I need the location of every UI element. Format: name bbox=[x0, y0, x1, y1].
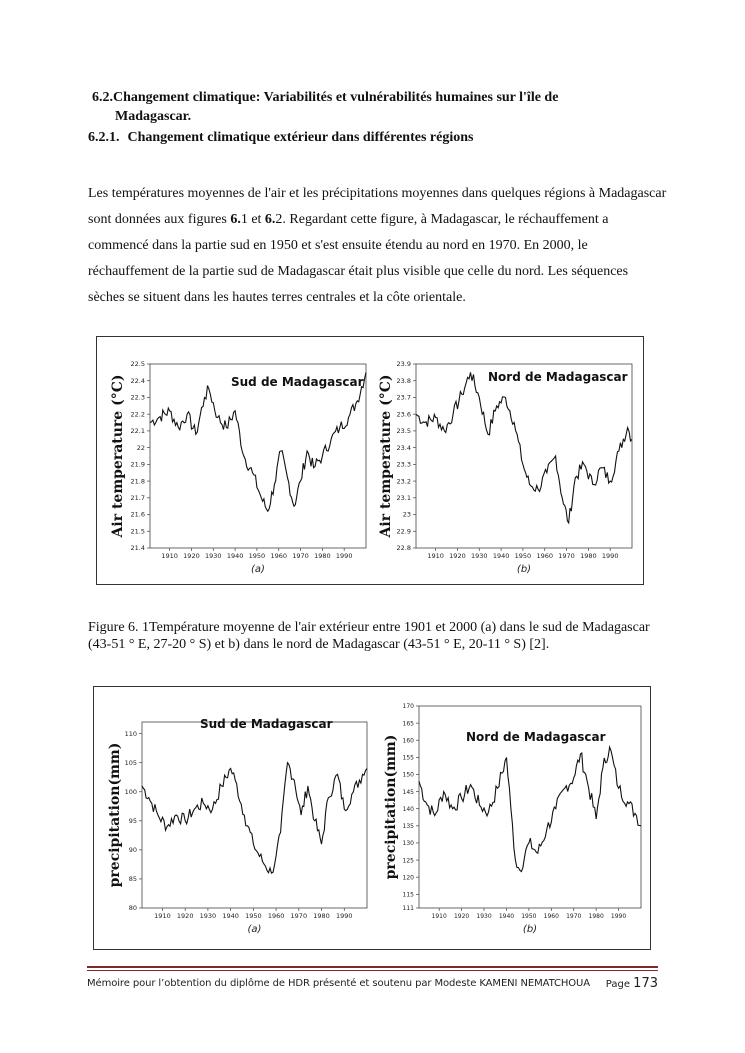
y-tick-label: 140 bbox=[402, 805, 414, 813]
y-tick-label: 22 bbox=[136, 443, 145, 452]
panel-label: (a) bbox=[247, 924, 262, 935]
y-tick-label: 125 bbox=[402, 857, 414, 865]
x-tick-label: 1970 bbox=[292, 552, 309, 560]
chart-title: Nord de Madagascar bbox=[488, 370, 628, 384]
y-tick-label: 22.1 bbox=[130, 427, 145, 436]
x-tick-label: 1980 bbox=[588, 913, 604, 920]
footer-text: Mémoire pour l’obtention du diplôme de HDR présenté et soutenu par Modeste KAMENI NEMATCHOUA bbox=[87, 978, 591, 989]
plot-area bbox=[150, 364, 366, 548]
y-tick-label: 130 bbox=[402, 840, 414, 848]
section-heading bbox=[92, 88, 652, 126]
chart-title: Sud de Madagascar bbox=[231, 375, 364, 389]
y-tick-label: 120 bbox=[402, 874, 414, 882]
x-tick-label: 1960 bbox=[267, 912, 285, 920]
panel-label: (b) bbox=[522, 924, 538, 935]
x-tick-label: 1960 bbox=[536, 552, 554, 560]
x-tick-label: 1950 bbox=[514, 552, 532, 560]
x-tick-label: 1930 bbox=[476, 913, 492, 920]
figure-caption: Figure 6. 1Température moyenne de l'air extérieur entre 1901 et 2000 (a) dans le sud de Madagascar (43-51 ° E, 27-20 ° S) et b) dans le nord de Madagascar (43-51 ° E, 20-11 ° S) [2]. bbox=[88, 620, 650, 652]
y-tick-label: 21.4 bbox=[130, 544, 145, 553]
y-tick-label: 100 bbox=[124, 787, 137, 796]
chart-precip-nord bbox=[383, 698, 645, 946]
y-tick-label: 21.6 bbox=[130, 510, 145, 519]
x-tick-label: 1970 bbox=[566, 913, 582, 920]
series-line bbox=[416, 372, 632, 523]
y-tick-label: 111 bbox=[402, 905, 414, 913]
y-tick-label: 160 bbox=[402, 737, 414, 745]
figure-ref-1: 6. bbox=[230, 212, 241, 227]
x-tick-label: 1980 bbox=[314, 552, 331, 560]
page-indicator bbox=[606, 976, 658, 991]
x-tick-label: 1970 bbox=[558, 552, 575, 560]
y-tick-label: 21.7 bbox=[130, 494, 145, 503]
subsection-number: 6.2.1. bbox=[88, 130, 120, 145]
x-tick-label: 1990 bbox=[335, 912, 353, 920]
plot-area bbox=[416, 364, 632, 548]
section-title-line2: Madagascar. bbox=[115, 109, 192, 124]
y-tick-label: 135 bbox=[402, 823, 414, 831]
body-paragraph bbox=[88, 181, 668, 311]
y-axis-label: precipitation(mm) bbox=[107, 742, 123, 888]
y-tick-label: 22.4 bbox=[130, 376, 145, 385]
chart-title: Sud de Madagascar bbox=[200, 717, 333, 731]
y-tick-label: 22.8 bbox=[396, 544, 411, 553]
x-tick-label: 1950 bbox=[521, 913, 537, 920]
paragraph-text: Les températures moyennes de l'air et les précipitations moyennes dans quelques régions à Madagascar sont données aux figures bbox=[88, 186, 667, 227]
x-tick-label: 1920 bbox=[449, 552, 466, 560]
x-tick-label: 1910 bbox=[431, 913, 447, 920]
y-tick-label: 170 bbox=[402, 703, 414, 711]
y-tick-label: 23.2 bbox=[396, 477, 411, 486]
y-axis-label: Air temperature (°C) bbox=[110, 374, 126, 538]
x-tick-label: 1940 bbox=[498, 913, 515, 920]
x-tick-label: 1960 bbox=[270, 552, 288, 560]
y-tick-label: 23.7 bbox=[396, 393, 411, 402]
y-tick-label: 95 bbox=[128, 817, 137, 826]
chart-temp-sud bbox=[108, 350, 370, 582]
y-tick-label: 23.3 bbox=[396, 460, 411, 469]
y-tick-label: 85 bbox=[128, 875, 137, 884]
y-tick-label: 80 bbox=[128, 904, 137, 913]
x-tick-label: 1910 bbox=[161, 552, 178, 560]
series-line bbox=[150, 372, 366, 511]
y-tick-label: 23 bbox=[402, 510, 411, 519]
series-line bbox=[142, 763, 367, 873]
x-tick-label: 1980 bbox=[313, 912, 330, 920]
x-tick-label: 1960 bbox=[543, 913, 559, 920]
y-tick-label: 23.9 bbox=[396, 360, 411, 369]
y-tick-label: 22.3 bbox=[130, 393, 145, 402]
y-tick-label: 150 bbox=[402, 771, 414, 779]
y-tick-label: 105 bbox=[124, 758, 137, 767]
x-tick-label: 1920 bbox=[176, 912, 194, 920]
y-tick-label: 90 bbox=[128, 846, 137, 855]
y-tick-label: 22.5 bbox=[130, 360, 145, 369]
y-tick-label: 23.4 bbox=[396, 443, 411, 452]
chart-title: Nord de Madagascar bbox=[466, 730, 606, 744]
panel-label: (a) bbox=[251, 564, 265, 575]
x-tick-label: 1990 bbox=[335, 552, 353, 560]
y-axis-label: Air temperature (°C) bbox=[378, 374, 394, 538]
x-tick-label: 1940 bbox=[492, 552, 510, 560]
x-tick-label: 1940 bbox=[226, 552, 244, 560]
y-tick-label: 165 bbox=[402, 720, 414, 728]
paragraph-text: 1 et bbox=[240, 212, 265, 227]
x-tick-label: 1910 bbox=[427, 552, 444, 560]
y-tick-label: 155 bbox=[402, 754, 414, 762]
x-tick-label: 1990 bbox=[610, 913, 627, 920]
y-tick-label: 22.9 bbox=[396, 527, 411, 536]
subsection-title: Changement climatique extérieur dans différentes régions bbox=[127, 130, 474, 145]
x-tick-label: 1910 bbox=[154, 912, 171, 920]
y-tick-label: 23.1 bbox=[396, 494, 411, 503]
x-tick-label: 1920 bbox=[453, 913, 470, 920]
x-tick-label: 1990 bbox=[601, 552, 619, 560]
x-tick-label: 1950 bbox=[248, 552, 266, 560]
y-tick-label: 21.5 bbox=[130, 527, 145, 536]
x-tick-label: 1930 bbox=[470, 552, 488, 560]
x-tick-label: 1980 bbox=[580, 552, 597, 560]
series-line bbox=[419, 747, 641, 872]
y-tick-label: 23.5 bbox=[396, 427, 411, 436]
paragraph-text: 2. Regardant cette figure, à Madagascar, le réchauffement a commencé dans la partie sud en 1950 et s'est ensuite étendu au nord en 1970. En 2000, le réchauffement de la partie sud de Madagascar était plus visible que celle du nord. Les séquences sèches se situent dans les hautes terres centrales et la côte orientale. bbox=[88, 212, 629, 305]
footer-rule bbox=[87, 970, 658, 971]
x-tick-label: 1940 bbox=[222, 912, 239, 920]
footer-rule bbox=[87, 966, 658, 968]
x-tick-label: 1970 bbox=[290, 912, 308, 920]
x-tick-label: 1930 bbox=[199, 912, 217, 920]
figure-ref-2: 6. bbox=[264, 212, 276, 227]
y-tick-label: 22.2 bbox=[130, 410, 145, 419]
x-tick-label: 1930 bbox=[204, 552, 222, 560]
panel-label: (b) bbox=[516, 564, 532, 575]
section-number: 6.2. bbox=[92, 90, 113, 105]
y-tick-label: 21.9 bbox=[130, 460, 145, 469]
page-number: 173 bbox=[633, 976, 658, 991]
subsection-heading bbox=[88, 129, 473, 147]
section-title-line1: Changement climatique: Variabilités et vulnérabilités humaines sur l'île de bbox=[113, 90, 559, 105]
x-tick-label: 1950 bbox=[245, 912, 262, 920]
page-label: Page bbox=[605, 979, 630, 990]
y-tick-label: 23.6 bbox=[396, 410, 411, 419]
chart-precip-sud bbox=[105, 710, 371, 946]
y-tick-label: 145 bbox=[402, 788, 414, 796]
y-axis-label: precipitation(mm) bbox=[383, 734, 399, 880]
x-tick-label: 1920 bbox=[183, 552, 200, 560]
y-tick-label: 23.8 bbox=[396, 376, 411, 385]
chart-temp-nord bbox=[378, 350, 638, 582]
y-tick-label: 115 bbox=[402, 891, 414, 899]
y-tick-label: 21.8 bbox=[130, 477, 145, 486]
y-tick-label: 110 bbox=[124, 729, 137, 738]
